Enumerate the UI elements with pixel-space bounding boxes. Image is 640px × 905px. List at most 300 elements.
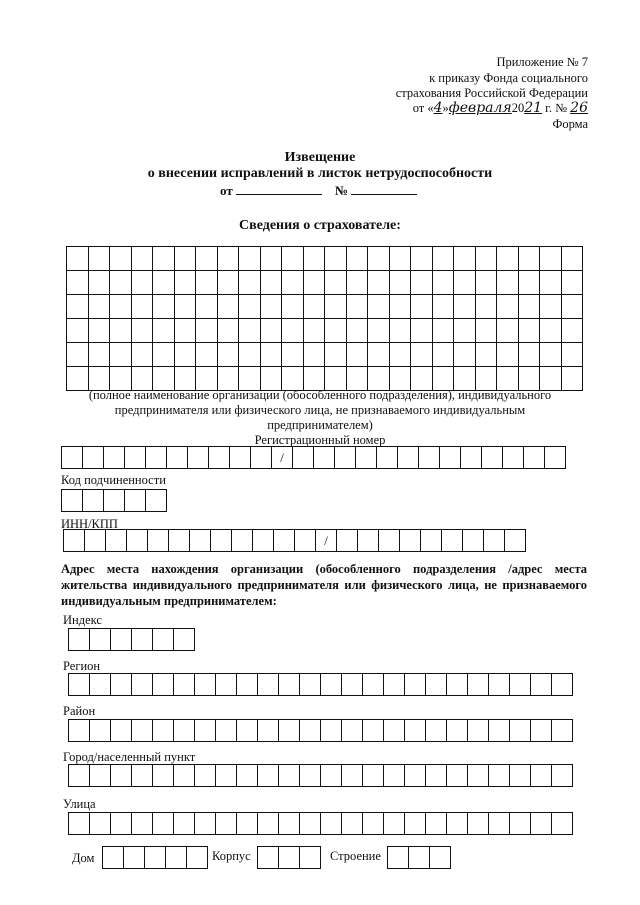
name-cell[interactable] (304, 247, 326, 271)
input-box[interactable] (153, 673, 174, 696)
input-box[interactable] (258, 719, 279, 742)
name-cell[interactable] (282, 319, 304, 343)
input-box[interactable] (111, 719, 132, 742)
input-box[interactable] (426, 764, 447, 787)
input-box[interactable] (153, 812, 174, 835)
input-box[interactable] (90, 764, 111, 787)
input-box[interactable] (237, 764, 258, 787)
name-cell[interactable] (196, 247, 218, 271)
input-box[interactable] (90, 719, 111, 742)
subordination-code-boxes[interactable] (61, 489, 167, 512)
name-cell[interactable] (411, 343, 433, 367)
name-cell[interactable] (282, 271, 304, 295)
name-cell[interactable] (261, 295, 283, 319)
name-cell[interactable] (325, 295, 347, 319)
input-box[interactable] (174, 719, 195, 742)
input-box[interactable] (132, 764, 153, 787)
name-cell[interactable] (368, 295, 390, 319)
input-box[interactable] (211, 529, 232, 552)
name-cell[interactable] (282, 343, 304, 367)
name-cell[interactable] (110, 247, 132, 271)
name-cell[interactable] (67, 343, 89, 367)
input-box[interactable] (489, 764, 510, 787)
name-cell[interactable] (454, 319, 476, 343)
input-box[interactable] (447, 719, 468, 742)
input-box[interactable] (132, 719, 153, 742)
name-cell[interactable] (175, 319, 197, 343)
name-cell[interactable] (476, 295, 498, 319)
name-cell[interactable] (411, 295, 433, 319)
name-cell[interactable] (368, 319, 390, 343)
name-cell[interactable] (497, 319, 519, 343)
input-box[interactable] (489, 812, 510, 835)
name-cell[interactable] (562, 343, 584, 367)
input-box[interactable] (64, 529, 85, 552)
input-box[interactable] (363, 764, 384, 787)
name-cell[interactable] (110, 319, 132, 343)
input-box[interactable] (384, 764, 405, 787)
input-box[interactable] (166, 846, 187, 869)
input-box[interactable] (505, 529, 526, 552)
input-box[interactable] (187, 846, 208, 869)
name-cell[interactable] (325, 319, 347, 343)
name-cell[interactable] (562, 247, 584, 271)
name-cell[interactable] (347, 319, 369, 343)
name-cell[interactable] (519, 247, 541, 271)
name-cell[interactable] (261, 343, 283, 367)
input-box[interactable] (384, 812, 405, 835)
name-cell[interactable] (175, 271, 197, 295)
input-box[interactable] (426, 719, 447, 742)
input-box[interactable] (421, 529, 442, 552)
name-cell[interactable] (261, 247, 283, 271)
name-cell[interactable] (218, 271, 240, 295)
name-cell[interactable] (497, 247, 519, 271)
input-box[interactable] (258, 764, 279, 787)
input-box[interactable] (314, 446, 335, 469)
structure-boxes[interactable] (387, 846, 451, 869)
name-cell[interactable] (67, 319, 89, 343)
input-box[interactable] (398, 446, 419, 469)
name-cell[interactable] (497, 271, 519, 295)
input-box[interactable] (321, 673, 342, 696)
input-box[interactable] (216, 812, 237, 835)
input-box[interactable] (69, 812, 90, 835)
input-box[interactable] (426, 812, 447, 835)
input-box[interactable] (552, 719, 573, 742)
input-box[interactable] (251, 446, 272, 469)
input-box[interactable] (258, 673, 279, 696)
input-box[interactable] (279, 812, 300, 835)
name-cell[interactable] (110, 271, 132, 295)
name-cell[interactable] (261, 319, 283, 343)
name-cell[interactable] (411, 319, 433, 343)
building-boxes[interactable] (257, 846, 321, 869)
district-boxes[interactable] (68, 719, 573, 742)
name-cell[interactable] (325, 247, 347, 271)
input-box[interactable] (405, 719, 426, 742)
input-box[interactable] (461, 446, 482, 469)
name-cell[interactable] (239, 343, 261, 367)
input-box[interactable] (111, 628, 132, 651)
input-box[interactable] (300, 673, 321, 696)
name-cell[interactable] (175, 295, 197, 319)
input-box[interactable] (103, 846, 124, 869)
input-box[interactable] (335, 446, 356, 469)
input-box[interactable] (90, 628, 111, 651)
input-box[interactable] (358, 529, 379, 552)
input-box[interactable] (258, 846, 279, 869)
name-cell[interactable] (218, 319, 240, 343)
input-box[interactable] (531, 764, 552, 787)
input-box[interactable] (409, 846, 430, 869)
input-box[interactable] (531, 719, 552, 742)
input-box[interactable] (209, 446, 230, 469)
input-box[interactable] (321, 812, 342, 835)
input-box[interactable] (237, 719, 258, 742)
name-cell[interactable] (175, 343, 197, 367)
order-day: 4 (433, 100, 443, 116)
input-box[interactable] (132, 812, 153, 835)
input-box[interactable] (405, 812, 426, 835)
name-cell[interactable] (540, 295, 562, 319)
name-cell[interactable] (540, 343, 562, 367)
input-box[interactable] (106, 529, 127, 552)
input-box[interactable] (300, 719, 321, 742)
input-box[interactable] (85, 529, 106, 552)
index-boxes[interactable] (68, 628, 195, 651)
name-cell[interactable] (433, 343, 455, 367)
input-box[interactable] (169, 529, 190, 552)
name-cell[interactable] (519, 319, 541, 343)
name-cell[interactable] (132, 343, 154, 367)
name-cell[interactable] (132, 295, 154, 319)
input-box[interactable] (274, 529, 295, 552)
input-box[interactable] (69, 673, 90, 696)
input-box[interactable] (545, 446, 566, 469)
input-box[interactable] (552, 764, 573, 787)
house-boxes[interactable] (102, 846, 208, 869)
inn-kpp-boxes[interactable] (63, 529, 526, 552)
name-cell[interactable] (347, 295, 369, 319)
input-box[interactable] (125, 446, 146, 469)
input-box[interactable] (300, 812, 321, 835)
input-box[interactable] (463, 529, 484, 552)
name-cell[interactable] (476, 343, 498, 367)
input-box[interactable] (300, 764, 321, 787)
input-box[interactable] (552, 812, 573, 835)
name-cell[interactable] (196, 319, 218, 343)
input-box[interactable] (62, 489, 83, 512)
name-cell[interactable] (89, 247, 111, 271)
name-cell[interactable] (562, 271, 584, 295)
input-box[interactable] (195, 764, 216, 787)
input-box[interactable] (62, 446, 83, 469)
name-cell[interactable] (110, 343, 132, 367)
input-box[interactable] (195, 673, 216, 696)
input-box[interactable] (363, 812, 384, 835)
input-box[interactable] (230, 446, 251, 469)
input-box[interactable] (342, 673, 363, 696)
input-box[interactable] (342, 812, 363, 835)
name-cell[interactable] (153, 247, 175, 271)
input-box[interactable] (104, 489, 125, 512)
name-cell[interactable] (497, 343, 519, 367)
name-cell[interactable] (390, 343, 412, 367)
name-cell[interactable] (476, 247, 498, 271)
input-box[interactable] (426, 673, 447, 696)
input-box[interactable] (384, 673, 405, 696)
input-box[interactable] (503, 446, 524, 469)
input-box[interactable] (237, 673, 258, 696)
input-box[interactable] (146, 446, 167, 469)
input-box[interactable] (124, 846, 145, 869)
name-cell[interactable] (132, 319, 154, 343)
input-box[interactable] (337, 529, 358, 552)
name-cell[interactable] (519, 295, 541, 319)
name-cell[interactable] (239, 247, 261, 271)
appendix-line-3: страхования Российской Федерации (395, 86, 588, 100)
input-box[interactable] (489, 673, 510, 696)
input-box[interactable] (419, 446, 440, 469)
name-cell[interactable] (196, 295, 218, 319)
input-box[interactable] (482, 446, 503, 469)
input-box[interactable] (237, 812, 258, 835)
name-cell[interactable] (411, 271, 433, 295)
city-boxes[interactable] (68, 764, 573, 787)
input-box[interactable] (145, 846, 166, 869)
input-box[interactable] (216, 764, 237, 787)
name-cell[interactable] (325, 271, 347, 295)
input-box[interactable] (300, 846, 321, 869)
input-box[interactable] (405, 673, 426, 696)
input-box[interactable] (69, 628, 90, 651)
input-box[interactable] (125, 489, 146, 512)
name-cell[interactable] (153, 295, 175, 319)
name-cell[interactable] (454, 271, 476, 295)
input-box[interactable] (279, 673, 300, 696)
input-box[interactable] (377, 446, 398, 469)
input-box[interactable] (356, 446, 377, 469)
name-cell[interactable] (390, 271, 412, 295)
input-box[interactable] (195, 719, 216, 742)
input-box[interactable] (69, 719, 90, 742)
name-cell[interactable] (497, 295, 519, 319)
input-box[interactable] (484, 529, 505, 552)
input-box[interactable] (468, 812, 489, 835)
name-cell[interactable] (239, 295, 261, 319)
input-box[interactable] (363, 673, 384, 696)
input-box[interactable] (148, 529, 169, 552)
input-box[interactable] (468, 719, 489, 742)
input-box[interactable] (447, 673, 468, 696)
name-cell[interactable] (304, 319, 326, 343)
region-boxes[interactable] (68, 673, 573, 696)
name-cell[interactable] (390, 319, 412, 343)
input-box[interactable] (174, 673, 195, 696)
name-cell[interactable] (196, 271, 218, 295)
input-box[interactable] (388, 846, 409, 869)
name-cell[interactable] (153, 343, 175, 367)
input-box[interactable] (216, 673, 237, 696)
input-box[interactable] (216, 719, 237, 742)
name-cell[interactable] (261, 271, 283, 295)
name-cell[interactable] (110, 295, 132, 319)
input-box[interactable] (153, 764, 174, 787)
name-cell[interactable] (89, 343, 111, 367)
organization-name-grid[interactable] (66, 246, 583, 391)
input-box[interactable] (132, 628, 153, 651)
input-box[interactable] (174, 628, 195, 651)
input-box[interactable] (90, 673, 111, 696)
input-box[interactable] (321, 719, 342, 742)
input-box[interactable] (232, 529, 253, 552)
name-cell[interactable] (433, 247, 455, 271)
input-box[interactable] (531, 812, 552, 835)
name-cell[interactable] (132, 247, 154, 271)
name-cell[interactable] (454, 247, 476, 271)
input-box[interactable] (510, 673, 531, 696)
input-box[interactable] (195, 812, 216, 835)
name-cell[interactable] (562, 295, 584, 319)
input-box[interactable] (342, 764, 363, 787)
name-cell[interactable] (325, 343, 347, 367)
name-cell[interactable] (153, 319, 175, 343)
input-box[interactable] (253, 529, 274, 552)
name-cell[interactable] (390, 247, 412, 271)
name-cell[interactable] (89, 295, 111, 319)
input-box[interactable] (468, 673, 489, 696)
name-cell[interactable] (540, 247, 562, 271)
input-box[interactable] (379, 529, 400, 552)
input-box[interactable] (279, 764, 300, 787)
name-cell[interactable] (476, 271, 498, 295)
input-box[interactable] (293, 446, 314, 469)
name-cell[interactable] (132, 271, 154, 295)
input-box[interactable] (111, 812, 132, 835)
name-cell[interactable] (218, 247, 240, 271)
name-cell[interactable] (347, 343, 369, 367)
name-cell[interactable] (411, 247, 433, 271)
name-cell[interactable] (175, 247, 197, 271)
input-box[interactable] (510, 812, 531, 835)
name-cell[interactable] (218, 343, 240, 367)
name-cell[interactable] (67, 295, 89, 319)
input-box[interactable] (167, 446, 188, 469)
input-box[interactable] (153, 628, 174, 651)
name-cell[interactable] (282, 295, 304, 319)
name-cell[interactable] (368, 271, 390, 295)
name-cell[interactable] (304, 271, 326, 295)
input-box[interactable] (153, 719, 174, 742)
name-cell[interactable] (390, 295, 412, 319)
name-cell[interactable] (368, 247, 390, 271)
input-box[interactable] (342, 719, 363, 742)
input-box[interactable] (531, 673, 552, 696)
separator-box[interactable]: / (316, 529, 337, 552)
input-box[interactable] (258, 812, 279, 835)
reg-number-boxes[interactable] (61, 446, 566, 469)
name-cell[interactable] (433, 271, 455, 295)
name-cell[interactable] (519, 343, 541, 367)
name-cell[interactable] (67, 271, 89, 295)
input-box[interactable] (363, 719, 384, 742)
date-blank[interactable] (236, 194, 322, 195)
input-box[interactable] (447, 764, 468, 787)
name-cell[interactable] (433, 295, 455, 319)
input-box[interactable] (127, 529, 148, 552)
name-cell[interactable] (368, 343, 390, 367)
name-cell[interactable] (304, 295, 326, 319)
input-box[interactable] (440, 446, 461, 469)
input-box[interactable] (83, 446, 104, 469)
name-cell[interactable] (239, 319, 261, 343)
name-cell[interactable] (89, 319, 111, 343)
input-box[interactable] (430, 846, 451, 869)
name-cell[interactable] (67, 247, 89, 271)
name-cell[interactable] (454, 343, 476, 367)
name-cell[interactable] (433, 319, 455, 343)
name-cell[interactable] (218, 295, 240, 319)
input-box[interactable] (489, 719, 510, 742)
name-cell[interactable] (476, 319, 498, 343)
input-box[interactable] (111, 764, 132, 787)
name-cell[interactable] (540, 271, 562, 295)
input-box[interactable] (279, 719, 300, 742)
input-box[interactable] (83, 489, 104, 512)
input-box[interactable] (279, 846, 300, 869)
input-box[interactable] (111, 673, 132, 696)
input-box[interactable] (295, 529, 316, 552)
name-cell[interactable] (196, 343, 218, 367)
name-cell[interactable] (239, 271, 261, 295)
input-box[interactable] (321, 764, 342, 787)
street-boxes[interactable] (68, 812, 573, 835)
name-cell[interactable] (347, 247, 369, 271)
input-box[interactable] (447, 812, 468, 835)
input-box[interactable] (468, 764, 489, 787)
input-box[interactable] (104, 446, 125, 469)
input-box[interactable] (510, 764, 531, 787)
name-cell[interactable] (540, 319, 562, 343)
input-box[interactable] (442, 529, 463, 552)
input-box[interactable] (146, 489, 167, 512)
separator-box[interactable]: / (272, 446, 293, 469)
input-box[interactable] (524, 446, 545, 469)
input-box[interactable] (132, 673, 153, 696)
name-cell[interactable] (562, 319, 584, 343)
input-box[interactable] (188, 446, 209, 469)
input-box[interactable] (384, 719, 405, 742)
name-cell[interactable] (304, 343, 326, 367)
name-cell[interactable] (153, 271, 175, 295)
input-box[interactable] (405, 764, 426, 787)
input-box[interactable] (400, 529, 421, 552)
name-cell[interactable] (454, 295, 476, 319)
name-cell[interactable] (282, 247, 304, 271)
input-box[interactable] (90, 812, 111, 835)
name-cell[interactable] (347, 271, 369, 295)
name-cell[interactable] (89, 271, 111, 295)
number-blank[interactable] (351, 194, 417, 195)
input-box[interactable] (552, 673, 573, 696)
input-box[interactable] (69, 764, 90, 787)
input-box[interactable] (174, 764, 195, 787)
input-box[interactable] (510, 719, 531, 742)
name-cell[interactable] (519, 271, 541, 295)
input-box[interactable] (174, 812, 195, 835)
input-box[interactable] (190, 529, 211, 552)
